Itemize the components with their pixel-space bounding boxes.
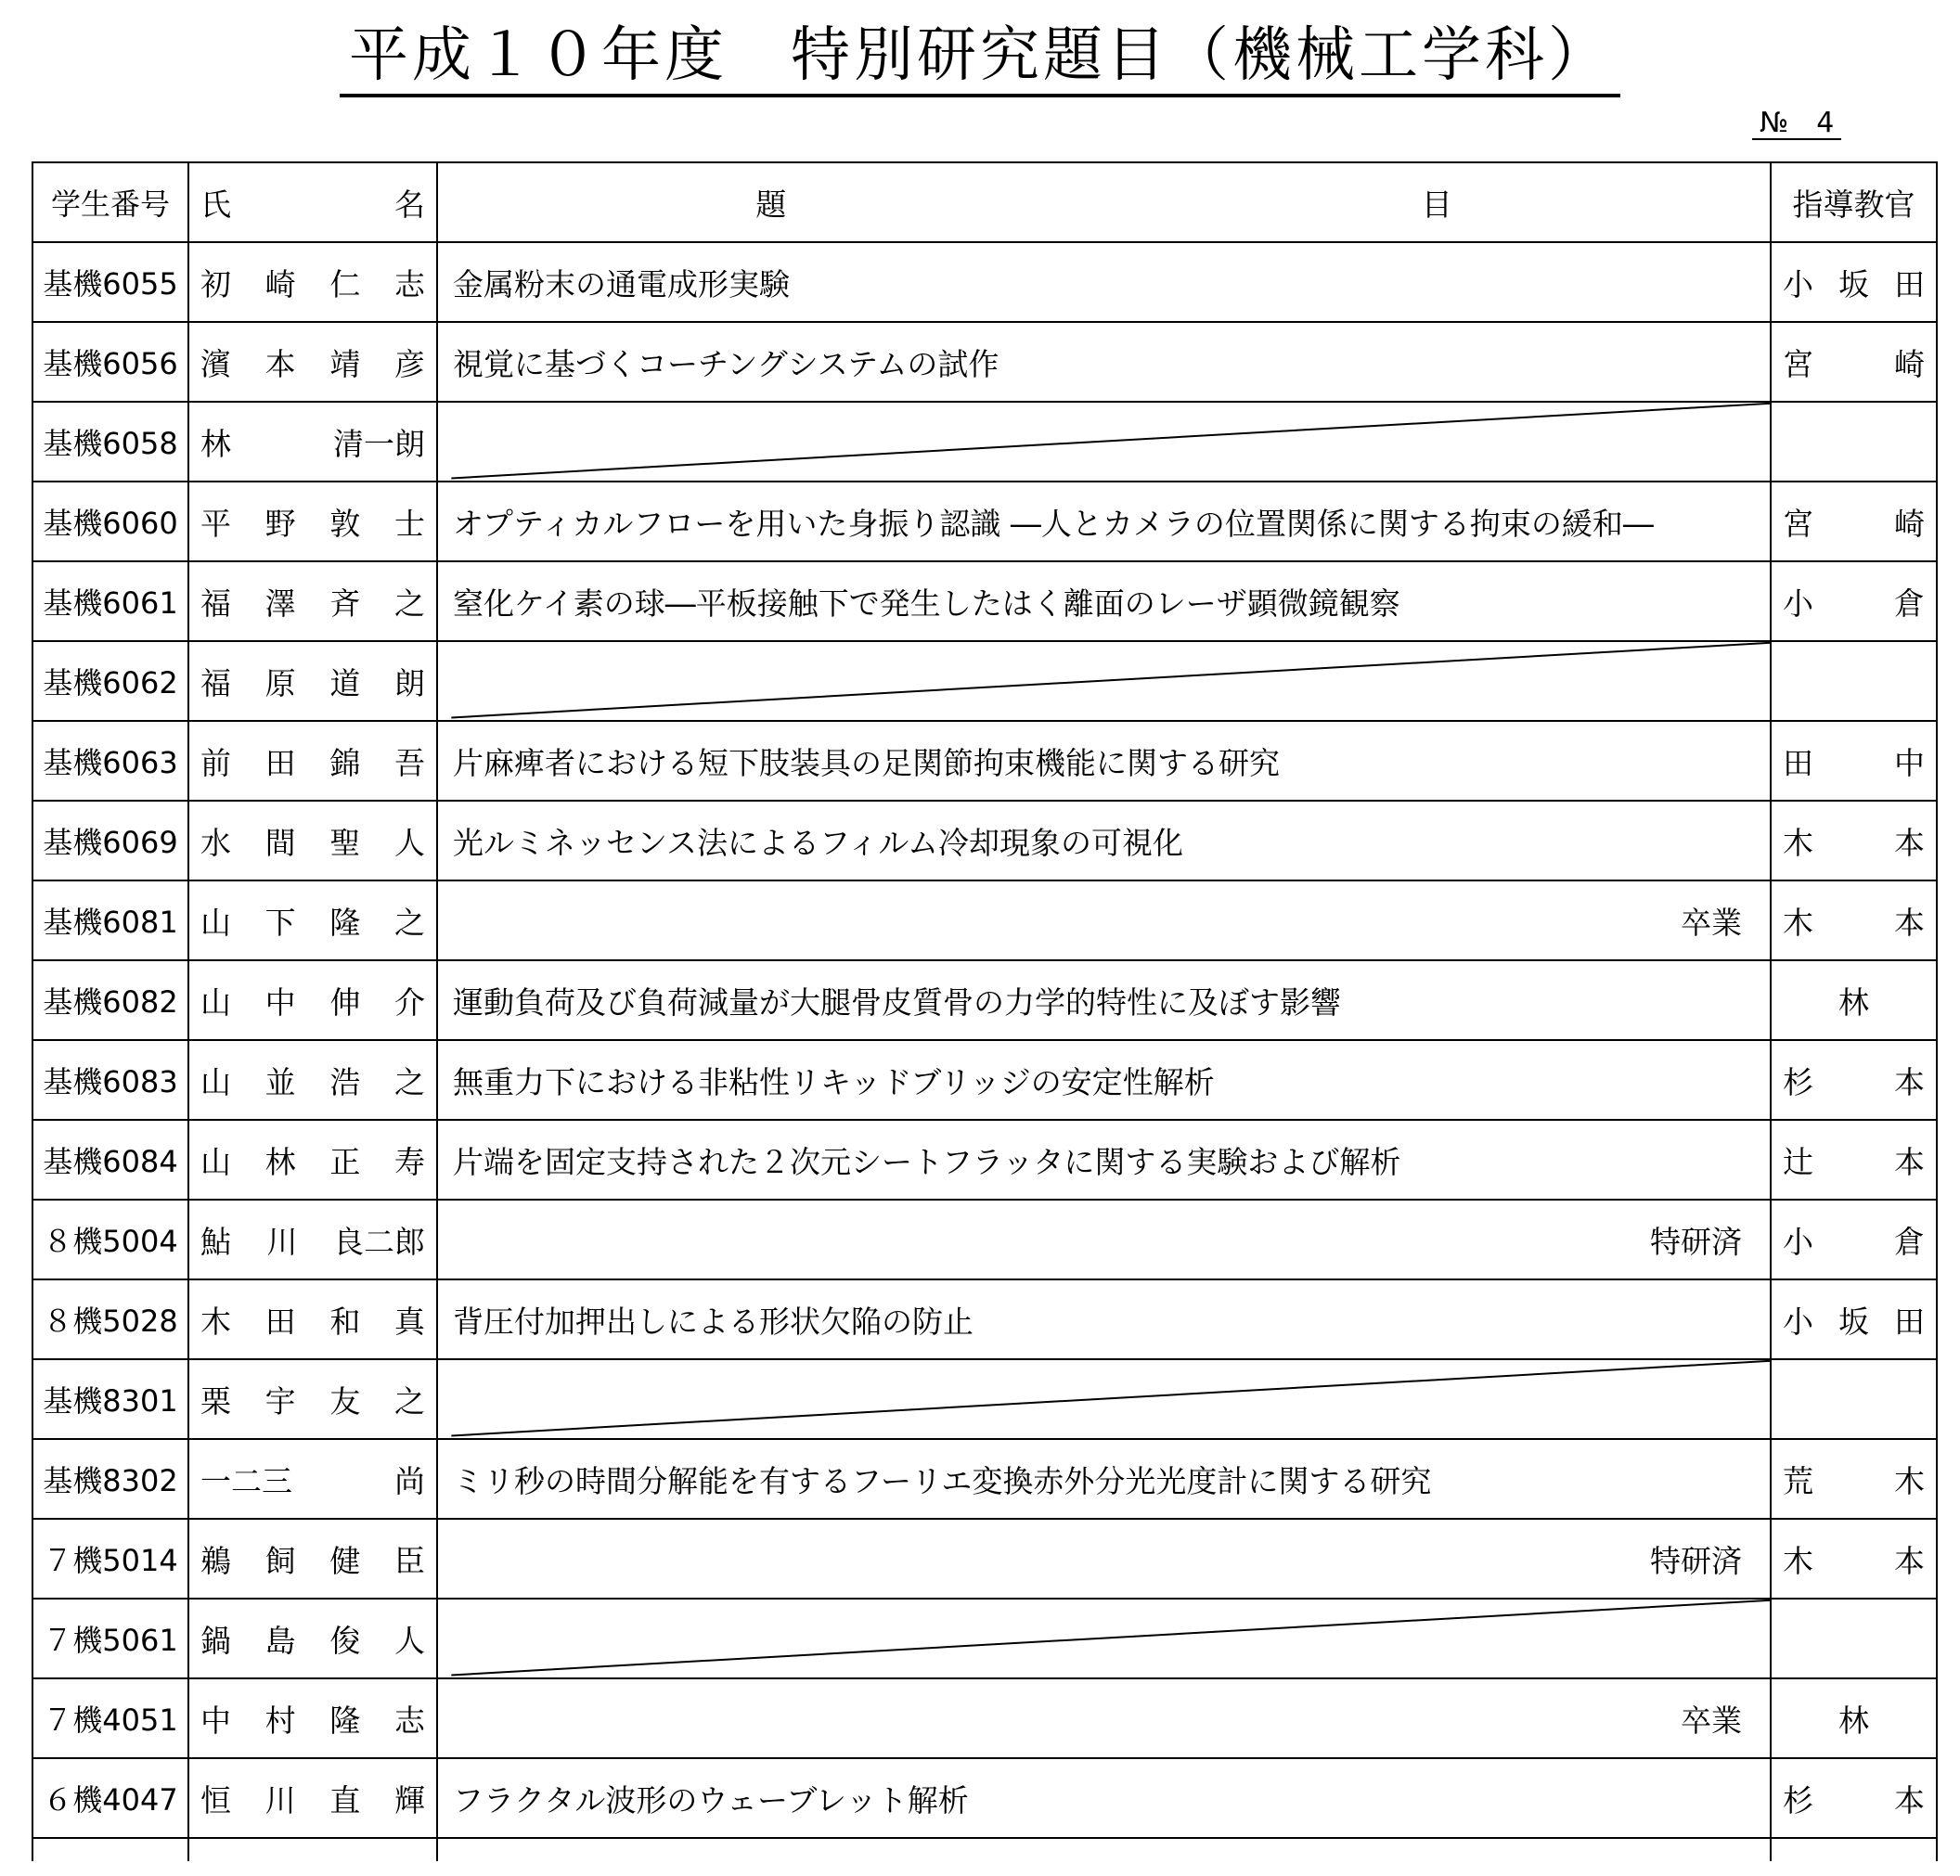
table-row (32, 1200, 1937, 1279)
header-student-id: 学生番号 (32, 162, 188, 242)
name-part: 志 (393, 1702, 425, 1739)
advisor-part: 倉 (1894, 585, 1925, 622)
advisor-part: 本 (1894, 904, 1925, 941)
name-part: 中 (264, 983, 296, 1021)
advisor-part: 小 (1783, 265, 1813, 302)
name-part: 崎 (264, 265, 296, 302)
name-part: 鮎 (200, 1223, 231, 1260)
name-part: 川 (266, 1223, 298, 1260)
advisor (1771, 322, 1937, 402)
name-part: 之 (393, 1063, 425, 1100)
name-part: 山 (200, 983, 231, 1021)
name-part: 浩 (329, 1063, 361, 1100)
advisor (1771, 880, 1937, 960)
student-id: ８機5004 (32, 1200, 188, 1279)
student-name (188, 1279, 437, 1359)
name-part: 正 (329, 1143, 361, 1180)
table-row (32, 1040, 1937, 1120)
advisor-part: 田 (1783, 744, 1813, 781)
research-title: 窒化ケイ素の球―平板接触下で発生したはく離面のレーザ顕微鏡観察 (437, 561, 1771, 641)
advisor (1771, 482, 1937, 561)
student-id: 基機6058 (32, 402, 188, 482)
student-id: 基機6084 (32, 1120, 188, 1200)
name-part: 田 (264, 744, 296, 781)
name-part: 人 (393, 1622, 425, 1659)
advisor-part: 小 (1783, 1303, 1813, 1340)
name-part: 初 (200, 265, 231, 302)
table-row (32, 561, 1937, 641)
advisor (1771, 1200, 1937, 1279)
advisor (1771, 402, 1937, 482)
name-part: 鍋 (200, 1622, 231, 1659)
research-title: 運動負荷及び負荷減量が大腿骨皮質骨の力学的特性に及ぼす影響 (437, 960, 1771, 1040)
table-row (32, 1279, 1937, 1359)
student-name (188, 482, 437, 561)
student-name (188, 322, 437, 402)
name-part: 福 (200, 664, 231, 701)
advisor-part: 杉 (1783, 1063, 1813, 1100)
table-row (32, 1599, 1937, 1678)
advisor-part: 田 (1894, 1303, 1925, 1340)
name-part: 原 (264, 664, 296, 701)
student-id: 基機6063 (32, 721, 188, 801)
student-name (188, 1519, 437, 1599)
table-row (32, 482, 1937, 561)
table-row (32, 1678, 1937, 1758)
advisor-part: 坂 (1838, 1303, 1869, 1340)
advisor (1771, 242, 1937, 322)
document-title: 平成１０年度 特別研究題目（機械工学科） (0, 20, 1960, 97)
research-title: 片麻痺者における短下肢装具の足関節拘束機能に関する研究 (437, 721, 1771, 801)
student-id: 基機6083 (32, 1040, 188, 1120)
research-title: 無重力下における非粘性リキッドブリッジの安定性解析 (437, 1040, 1771, 1120)
name-part: 川 (264, 1781, 296, 1818)
header-name (188, 162, 437, 242)
student-id: ６機4047 (32, 1758, 188, 1838)
name-part: 尚 (394, 1462, 425, 1499)
student-name (188, 1359, 437, 1439)
student-id: ７機5014 (32, 1519, 188, 1599)
header-title-part: 題 (755, 186, 787, 223)
table-row (32, 1120, 1937, 1200)
name-part: 靖 (329, 345, 361, 382)
name-part: 本 (264, 345, 296, 382)
advisor (1771, 801, 1937, 880)
advisor-part: 中 (1894, 744, 1925, 781)
advisor (1771, 1439, 1937, 1519)
name-part: 吾 (393, 744, 425, 781)
name-part: 之 (393, 585, 425, 622)
student-name (188, 242, 437, 322)
advisor-part: 林 (1838, 1702, 1869, 1739)
student-id: 基機6082 (32, 960, 188, 1040)
name-part: 中 (200, 1702, 231, 1739)
research-title: 視覚に基づくコーチングシステムの試作 (437, 322, 1771, 402)
table-row (32, 402, 1937, 482)
page-number: № 4 (1752, 108, 1841, 140)
advisor-part: 辻 (1783, 1143, 1813, 1180)
advisor-part: 本 (1894, 1542, 1925, 1579)
advisor-part: 木 (1783, 824, 1813, 861)
name-part: 野 (264, 505, 296, 542)
student-id: 基機6055 (32, 242, 188, 322)
advisor-part: 田 (1894, 265, 1925, 302)
name-part: 寿 (393, 1143, 425, 1180)
name-part: 福 (200, 585, 231, 622)
table-row (32, 1519, 1937, 1599)
name-part: 聖 (329, 824, 361, 861)
advisor (1771, 1040, 1937, 1120)
empty-cell (1771, 1838, 1937, 1861)
student-name (188, 1200, 437, 1279)
name-part: 直 (329, 1781, 361, 1818)
status-note: 特研済 (437, 1200, 1771, 1279)
student-id: 基機8302 (32, 1439, 188, 1519)
research-title: ミリ秒の時間分解能を有するフーリエ変換赤外分光光度計に関する研究 (437, 1439, 1771, 1519)
research-title-empty (437, 641, 1771, 721)
header-name-part: 氏 (200, 186, 231, 223)
research-title-empty (437, 1359, 1771, 1439)
student-id: 基機6060 (32, 482, 188, 561)
name-part: 道 (329, 664, 361, 701)
student-name (188, 561, 437, 641)
name-part: 介 (393, 983, 425, 1021)
research-topics-table (32, 161, 1938, 1861)
advisor-part: 崎 (1894, 345, 1925, 382)
research-title: 片端を固定支持された２次元シートフラッタに関する実験および解析 (437, 1120, 1771, 1200)
name-part: 林 (264, 1143, 296, 1180)
advisor-part: 林 (1838, 983, 1869, 1021)
student-name (188, 1120, 437, 1200)
name-part: 健 (329, 1542, 361, 1579)
name-part: 之 (393, 904, 425, 941)
table-row-partial (32, 1838, 1937, 1861)
name-part: 彦 (393, 345, 425, 382)
advisor-part: 小 (1783, 585, 1813, 622)
table-row (32, 322, 1937, 402)
name-part: 一二三 (200, 1462, 292, 1499)
student-name (188, 721, 437, 801)
name-part: 宇 (264, 1382, 296, 1420)
advisor-part: 坂 (1838, 265, 1869, 302)
student-id: ７機5061 (32, 1599, 188, 1678)
advisor-part: 宮 (1783, 505, 1813, 542)
name-part: 和 (329, 1303, 361, 1340)
name-part: 友 (329, 1382, 361, 1420)
name-part: 村 (264, 1702, 296, 1739)
blank-slash-line (438, 1360, 1770, 1438)
name-part: 輝 (393, 1781, 425, 1818)
blank-slash-line (438, 403, 1770, 481)
name-part: 仁 (329, 265, 361, 302)
advisor (1771, 1120, 1937, 1200)
empty-cell (437, 1838, 1771, 1861)
name-part: 並 (264, 1063, 296, 1100)
name-part: 伸 (329, 983, 361, 1021)
advisor (1771, 1599, 1937, 1678)
name-part: 田 (264, 1303, 296, 1340)
name-part: 真 (393, 1303, 425, 1340)
header-advisor: 指導教官 (1771, 162, 1937, 242)
advisor-part: 宮 (1783, 345, 1813, 382)
header-row (32, 162, 1937, 242)
status-note: 卒業 (437, 1678, 1771, 1758)
research-title: フラクタル波形のウェーブレット解析 (437, 1758, 1771, 1838)
advisor-part: 本 (1894, 824, 1925, 861)
name-part: 山 (200, 1143, 231, 1180)
advisor (1771, 561, 1937, 641)
name-part: 山 (200, 1063, 231, 1100)
name-part: 俊 (329, 1622, 361, 1659)
student-name (188, 1439, 437, 1519)
advisor-part: 杉 (1783, 1781, 1813, 1818)
blank-slash-line (438, 642, 1770, 720)
name-part: 隆 (329, 1702, 361, 1739)
name-part: 士 (393, 505, 425, 542)
table-row (32, 242, 1937, 322)
student-name (188, 1678, 437, 1758)
name-part: 水 (200, 824, 231, 861)
table-row (32, 1758, 1937, 1838)
header-title (437, 162, 1771, 242)
header-title-part: 目 (1421, 186, 1452, 223)
student-name (188, 880, 437, 960)
name-part: 清一朗 (333, 425, 425, 462)
name-part: 錦 (329, 744, 361, 781)
advisor (1771, 641, 1937, 721)
student-id: 基機6081 (32, 880, 188, 960)
name-part: 島 (264, 1622, 296, 1659)
name-part: 飼 (264, 1542, 296, 1579)
advisor (1771, 960, 1937, 1040)
student-name (188, 1040, 437, 1120)
advisor (1771, 721, 1937, 801)
student-id: 基機6069 (32, 801, 188, 880)
student-id: 基機6061 (32, 561, 188, 641)
name-part: 臣 (393, 1542, 425, 1579)
name-part: 良二郎 (333, 1223, 425, 1260)
empty-cell (188, 1838, 437, 1861)
name-part: 栗 (200, 1382, 231, 1420)
table-row (32, 880, 1937, 960)
name-part: 平 (200, 505, 231, 542)
research-title-empty (437, 1599, 1771, 1678)
table-row (32, 1359, 1937, 1439)
student-id: ７機4051 (32, 1678, 188, 1758)
student-name (188, 1758, 437, 1838)
advisor-part: 小 (1783, 1223, 1813, 1260)
name-part: 濱 (200, 345, 231, 382)
advisor-part: 倉 (1894, 1223, 1925, 1260)
advisor (1771, 1359, 1937, 1439)
student-name (188, 641, 437, 721)
name-part: 山 (200, 904, 231, 941)
advisor-part: 本 (1894, 1781, 1925, 1818)
advisor-part: 木 (1894, 1462, 1925, 1499)
table-row (32, 801, 1937, 880)
research-title: 金属粉末の通電成形実験 (437, 242, 1771, 322)
student-id: ８機5028 (32, 1279, 188, 1359)
advisor (1771, 1279, 1937, 1359)
student-id: 基機8301 (32, 1359, 188, 1439)
table-row (32, 721, 1937, 801)
name-part: 恒 (200, 1781, 231, 1818)
student-id: 基機6062 (32, 641, 188, 721)
name-part: 隆 (329, 904, 361, 941)
blank-slash-line (438, 1600, 1770, 1677)
advisor-part: 木 (1783, 1542, 1813, 1579)
name-part: 澤 (264, 585, 296, 622)
table-row (32, 641, 1937, 721)
advisor (1771, 1758, 1937, 1838)
student-name (188, 960, 437, 1040)
research-title: オプティカルフローを用いた身振り認識 ―人とカメラの位置関係に関する拘束の緩和― (437, 482, 1771, 561)
name-part: 林 (200, 425, 231, 462)
advisor (1771, 1519, 1937, 1599)
student-name (188, 402, 437, 482)
status-note: 特研済 (437, 1519, 1771, 1599)
research-title-empty (437, 402, 1771, 482)
table-row (32, 1439, 1937, 1519)
advisor-part: 本 (1894, 1063, 1925, 1100)
research-title: 背圧付加押出しによる形状欠陥の防止 (437, 1279, 1771, 1359)
advisor-part: 本 (1894, 1143, 1925, 1180)
student-name (188, 1599, 437, 1678)
name-part: 朗 (393, 664, 425, 701)
name-part: 鵜 (200, 1542, 231, 1579)
name-part: 間 (264, 824, 296, 861)
name-part: 下 (264, 904, 296, 941)
empty-cell (32, 1838, 188, 1861)
name-part: 之 (393, 1382, 425, 1420)
name-part: 敦 (329, 505, 361, 542)
advisor-part: 崎 (1894, 505, 1925, 542)
advisor-part: 木 (1783, 904, 1813, 941)
name-part: 斉 (329, 585, 361, 622)
name-part: 人 (393, 824, 425, 861)
name-part: 木 (200, 1303, 231, 1340)
header-name-part: 名 (394, 186, 425, 223)
table-row (32, 960, 1937, 1040)
student-name (188, 801, 437, 880)
status-note: 卒業 (437, 880, 1771, 960)
name-part: 志 (393, 265, 425, 302)
advisor-part: 荒 (1783, 1462, 1813, 1499)
advisor (1771, 1678, 1937, 1758)
research-title: 光ルミネッセンス法によるフィルム冷却現象の可視化 (437, 801, 1771, 880)
student-id: 基機6056 (32, 322, 188, 402)
name-part: 前 (200, 744, 231, 781)
